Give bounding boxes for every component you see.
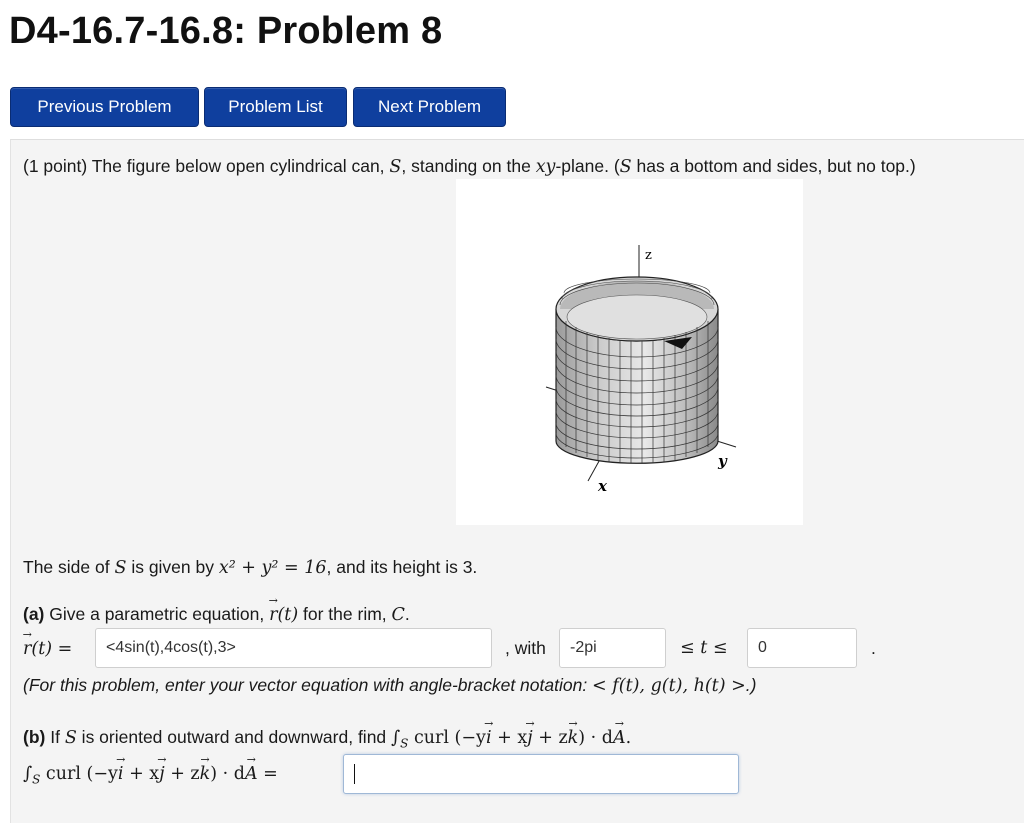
x-axis-label: x [598,477,607,495]
previous-problem-button[interactable]: Previous Problem [10,87,199,127]
part-a-note: (For this problem, enter your vector equation with angle-bracket notation: < f(t), g(t), h(t) >.) [23,675,757,696]
problem-intro: (1 point) The figure below open cylindrical can, S, standing on the xy-plane. (S has a bottom and sides, but no top.) [23,156,916,177]
part-a-period: . [871,638,876,658]
next-problem-button[interactable]: Next Problem [353,87,506,127]
flux-answer-input[interactable] [343,754,739,794]
problem-list-button[interactable]: Problem List [204,87,347,127]
side-description: The side of S is given by x² + y² = 16, and its height is 3. [23,557,478,578]
vector-answer-input[interactable]: <4sin(t),4cos(t),3> [95,628,492,668]
t-max-input[interactable]: 0 [747,628,857,668]
part-b-lhs: $\int_S$ curl (−y→ i + x→ j + z→ k) · d→ A = [23,763,278,787]
cylinder-figure [456,179,803,525]
part-b-prompt: (b) If S is oriented outward and downward, find $\int_S$ curl (−y→ i + x→ j + z→ k) · d→ A. [23,727,631,751]
with-label: , with [505,638,546,658]
page-title: D4-16.7-16.8: Problem 8 [9,10,443,52]
z-axis-label: z [645,248,652,263]
t-min-input[interactable]: -2pi [559,628,666,668]
text-caret [354,764,355,784]
part-a-lhs: → r(t) = [23,638,72,659]
cylinder-plot [456,179,803,525]
y-axis-label: y [718,452,727,470]
part-a-prompt: (a) Give a parametric equation, → r(t) for the rim, C. [23,604,410,625]
t-inequality: ≤ t ≤ [680,638,728,658]
